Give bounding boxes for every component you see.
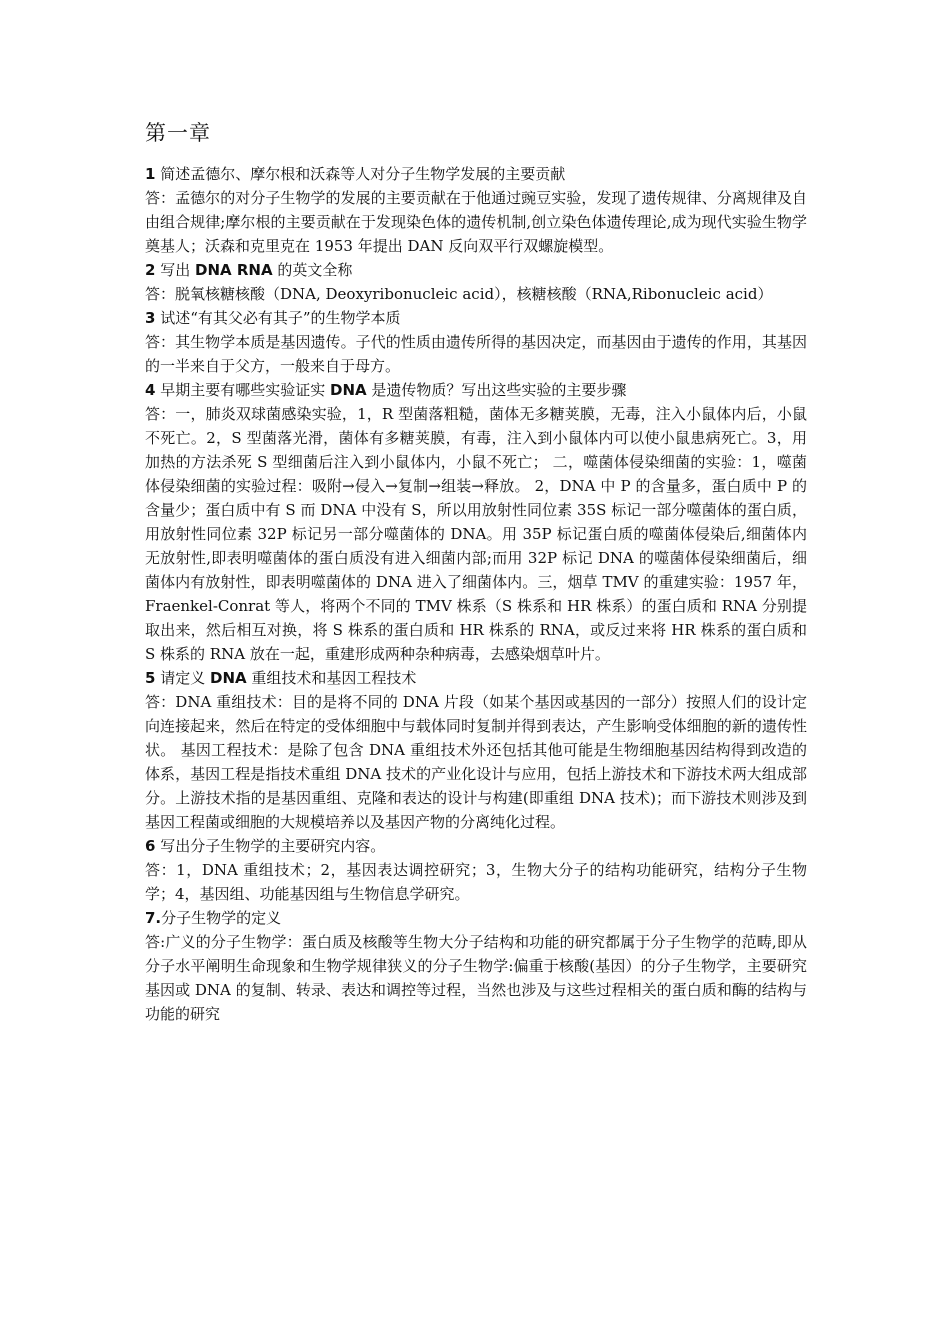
document-page: [145, 116, 807, 1026]
question-number: 1: [145, 165, 156, 183]
question-text-bold: DNA: [210, 669, 247, 687]
qa-item-7: [145, 906, 807, 1026]
question-7: [145, 906, 807, 930]
answer-7: 答:广义的分子生物学：蛋白质及核酸等生物大分子结构和功能的研究都属于分子生物学的范畴,即从分子水平阐明生命现象和生物学规律狭义的分子生物学:偏重于核酸(基因）的分子生物学，主要研究基因或 DNA 的复制、转录、表达和调控等过程，当然也涉及与这些过程相关的蛋白质和酶的结构与功能的研究: [145, 933, 807, 1023]
chapter-title: 第一章: [145, 121, 211, 145]
question-3: [145, 306, 807, 330]
qa-item-3: [145, 306, 807, 378]
question-text-pre: 早期主要有哪些实验证实: [160, 381, 330, 399]
question-text-bold: DNA: [330, 381, 367, 399]
question-5: [145, 666, 807, 690]
question-text-post: 的英文全称: [272, 261, 353, 279]
question-text: 试述“有其父必有其子”的生物学本质: [160, 309, 401, 327]
answer-4: 答：一，肺炎双球菌感染实验，1，R 型菌落粗糙，菌体无多糖荚膜，无毒，注入小鼠体内后，小鼠不死亡。2，S 型菌落光滑，菌体有多糖荚膜，有毒，注入到小鼠体内可以使小鼠患病死亡。3，用加热的方法杀死 S 型细菌后注入到小鼠体内，小鼠不死亡； 二，噬菌体侵染细菌的实验：1，噬菌体侵染细菌的实验过程：吸附→侵入→复制→组装→释放。 2，DNA 中 P 的含量多，蛋白质中 P 的含量少；蛋白质中有 S 而 DNA 中没有 S，所以用放射性同位素 35S 标记一部分噬菌体的蛋白质，用放射性同位素 32P 标记另一部分噬菌体的 DNA。用 35P 标记蛋白质的噬菌体侵染后,细菌体内无放射性,即表明噬菌体的蛋白质没有进入细菌内部;而用 32P 标记 DNA 的噬菌体侵染细菌后，细菌体内有放射性，即表明噬菌体的 DNA 进入了细菌体内。三，烟草 TMV 的重建实验：1957 年，Fraenkel-Conrat 等人，将两个不同的 TMV 株系（S 株系和 HR 株系）的蛋白质和 RNA 分别提取出来，然后相互对换，将 S 株系的蛋白质和 HR 株系的 RNA，或反过来将 HR 株系的蛋白质和 S 株系的 RNA 放在一起，重建形成两种杂种病毒，去感染烟草叶片。: [145, 405, 807, 663]
answer-3: 答：其生物学本质是基因遗传。子代的性质由遗传所得的基因决定，而基因由于遗传的作用，其基因的一半来自于父方，一般来自于母方。: [145, 333, 807, 375]
question-number: 5: [145, 669, 156, 687]
qa-item-2: [145, 258, 807, 306]
qa-item-4: [145, 378, 807, 666]
question-1: [145, 162, 807, 186]
question-text-pre: 请定义: [160, 669, 210, 687]
question-text: 分子生物学的定义: [161, 909, 282, 927]
answer-6: 答：1，DNA 重组技术；2，基因表达调控研究；3，生物大分子的结构功能研究，结构分子生物学；4，基因组、功能基因组与生物信息学研究。: [145, 861, 807, 903]
question-text: 简述孟德尔、摩尔根和沃森等人对分子生物学发展的主要贡献: [160, 165, 566, 183]
question-number: 3: [145, 309, 156, 327]
question-text-post: 是遗传物质？写出这些实验的主要步骤: [366, 381, 627, 399]
qa-item-5: [145, 666, 807, 834]
question-text-pre: 写出: [160, 261, 195, 279]
answer-1: 答：孟德尔的对分子生物学的发展的主要贡献在于他通过豌豆实验，发现了遗传规律、分离规律及自由组合规律;摩尔根的主要贡献在于发现染色体的遗传机制,创立染色体遗传理论,成为现代实验生物学奠基人；沃森和克里克在 1953 年提出 DAN 反向双平行双螺旋模型。: [145, 189, 807, 255]
question-2: [145, 258, 807, 282]
answer-5: 答：DNA 重组技术：目的是将不同的 DNA 片段（如某个基因或基因的一部分）按照人们的设计定向连接起来，然后在特定的受体细胞中与载体同时复制并得到表达，产生影响受体细胞的新的遗传性状。 基因工程技术：是除了包含 DNA 重组技术外还包括其他可能是生物细胞基因结构得到改造的体系，基因工程是指技术重组 DNA 技术的产业化设计与应用，包括上游技术和下游技术两大组成部分。上游技术指的是基因重组、克隆和表达的设计与构建(即重组 DNA 技术)；而下游技术则涉及到基因工程菌或细胞的大规模培养以及基因产物的分离纯化过程。: [145, 693, 807, 831]
question-6: [145, 834, 807, 858]
qa-item-1: [145, 162, 807, 258]
qa-item-6: [145, 834, 807, 906]
question-text-bold: DNA RNA: [195, 261, 273, 279]
question-number: 7.: [145, 909, 162, 927]
question-number: 2: [145, 261, 156, 279]
question-number: 4: [145, 381, 156, 399]
question-text-post: 重组技术和基因工程技术: [246, 669, 417, 687]
question-text: 写出分子生物学的主要研究内容。: [160, 837, 386, 855]
question-4: [145, 378, 807, 402]
answer-2: 答：脱氧核糖核酸（DNA, Deoxyribonucleic acid），核糖核酸（RNA,Ribonucleic acid）: [145, 285, 773, 303]
question-number: 6: [145, 837, 156, 855]
